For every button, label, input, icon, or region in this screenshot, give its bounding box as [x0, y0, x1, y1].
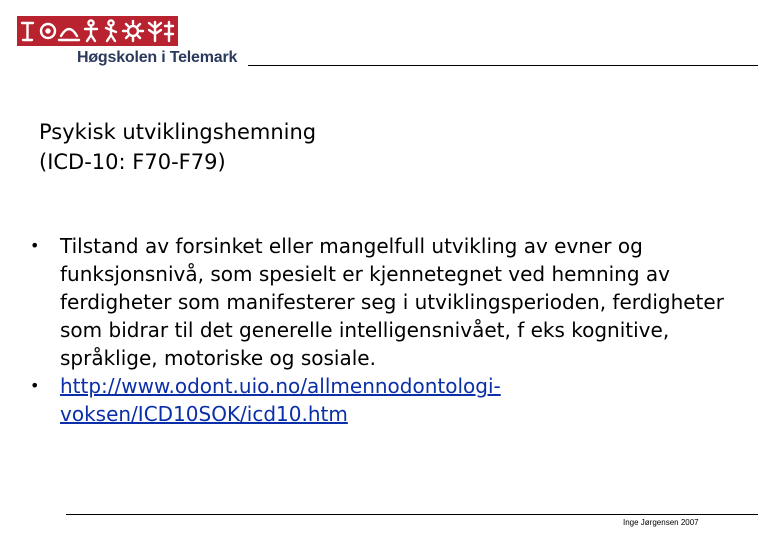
bullet-glyph: •: [30, 236, 40, 255]
bullet-reference: [30, 372, 760, 428]
footer-divider: [66, 514, 758, 515]
bullet-list: [30, 232, 760, 428]
logo-band: [17, 16, 178, 46]
title-line-2: (ICD-10: F70-F79): [39, 150, 226, 174]
bullet-definition-text: Tilstand av forsinket eller mangelfull utvikling av evner og funksjonsnivå, som spesielt er kjennetegnet ved hemning av ferdigheter som manifesterer seg i utviklingsperioden, ferdigheter som bidrar til det generelle intelligensnivået, f eks kognitive, språklige, motoriske og sosiale.: [60, 234, 724, 370]
icd10-link[interactable]: http://www.odont.uio.no/allmennodontologi-voksen/ICD10SOK/icd10.htm: [60, 374, 501, 426]
footer-author: Inge Jørgensen 2007: [623, 518, 699, 527]
bullet-definition: [30, 232, 760, 372]
header-divider: [248, 65, 758, 66]
institution-name: Høgskolen i Telemark: [77, 49, 238, 66]
slide-title: [39, 117, 316, 177]
title-line-1: Psykisk utviklingshemning: [39, 120, 317, 144]
rock-carving-figures-logo: [17, 16, 178, 46]
bullet-glyph: •: [30, 376, 40, 395]
